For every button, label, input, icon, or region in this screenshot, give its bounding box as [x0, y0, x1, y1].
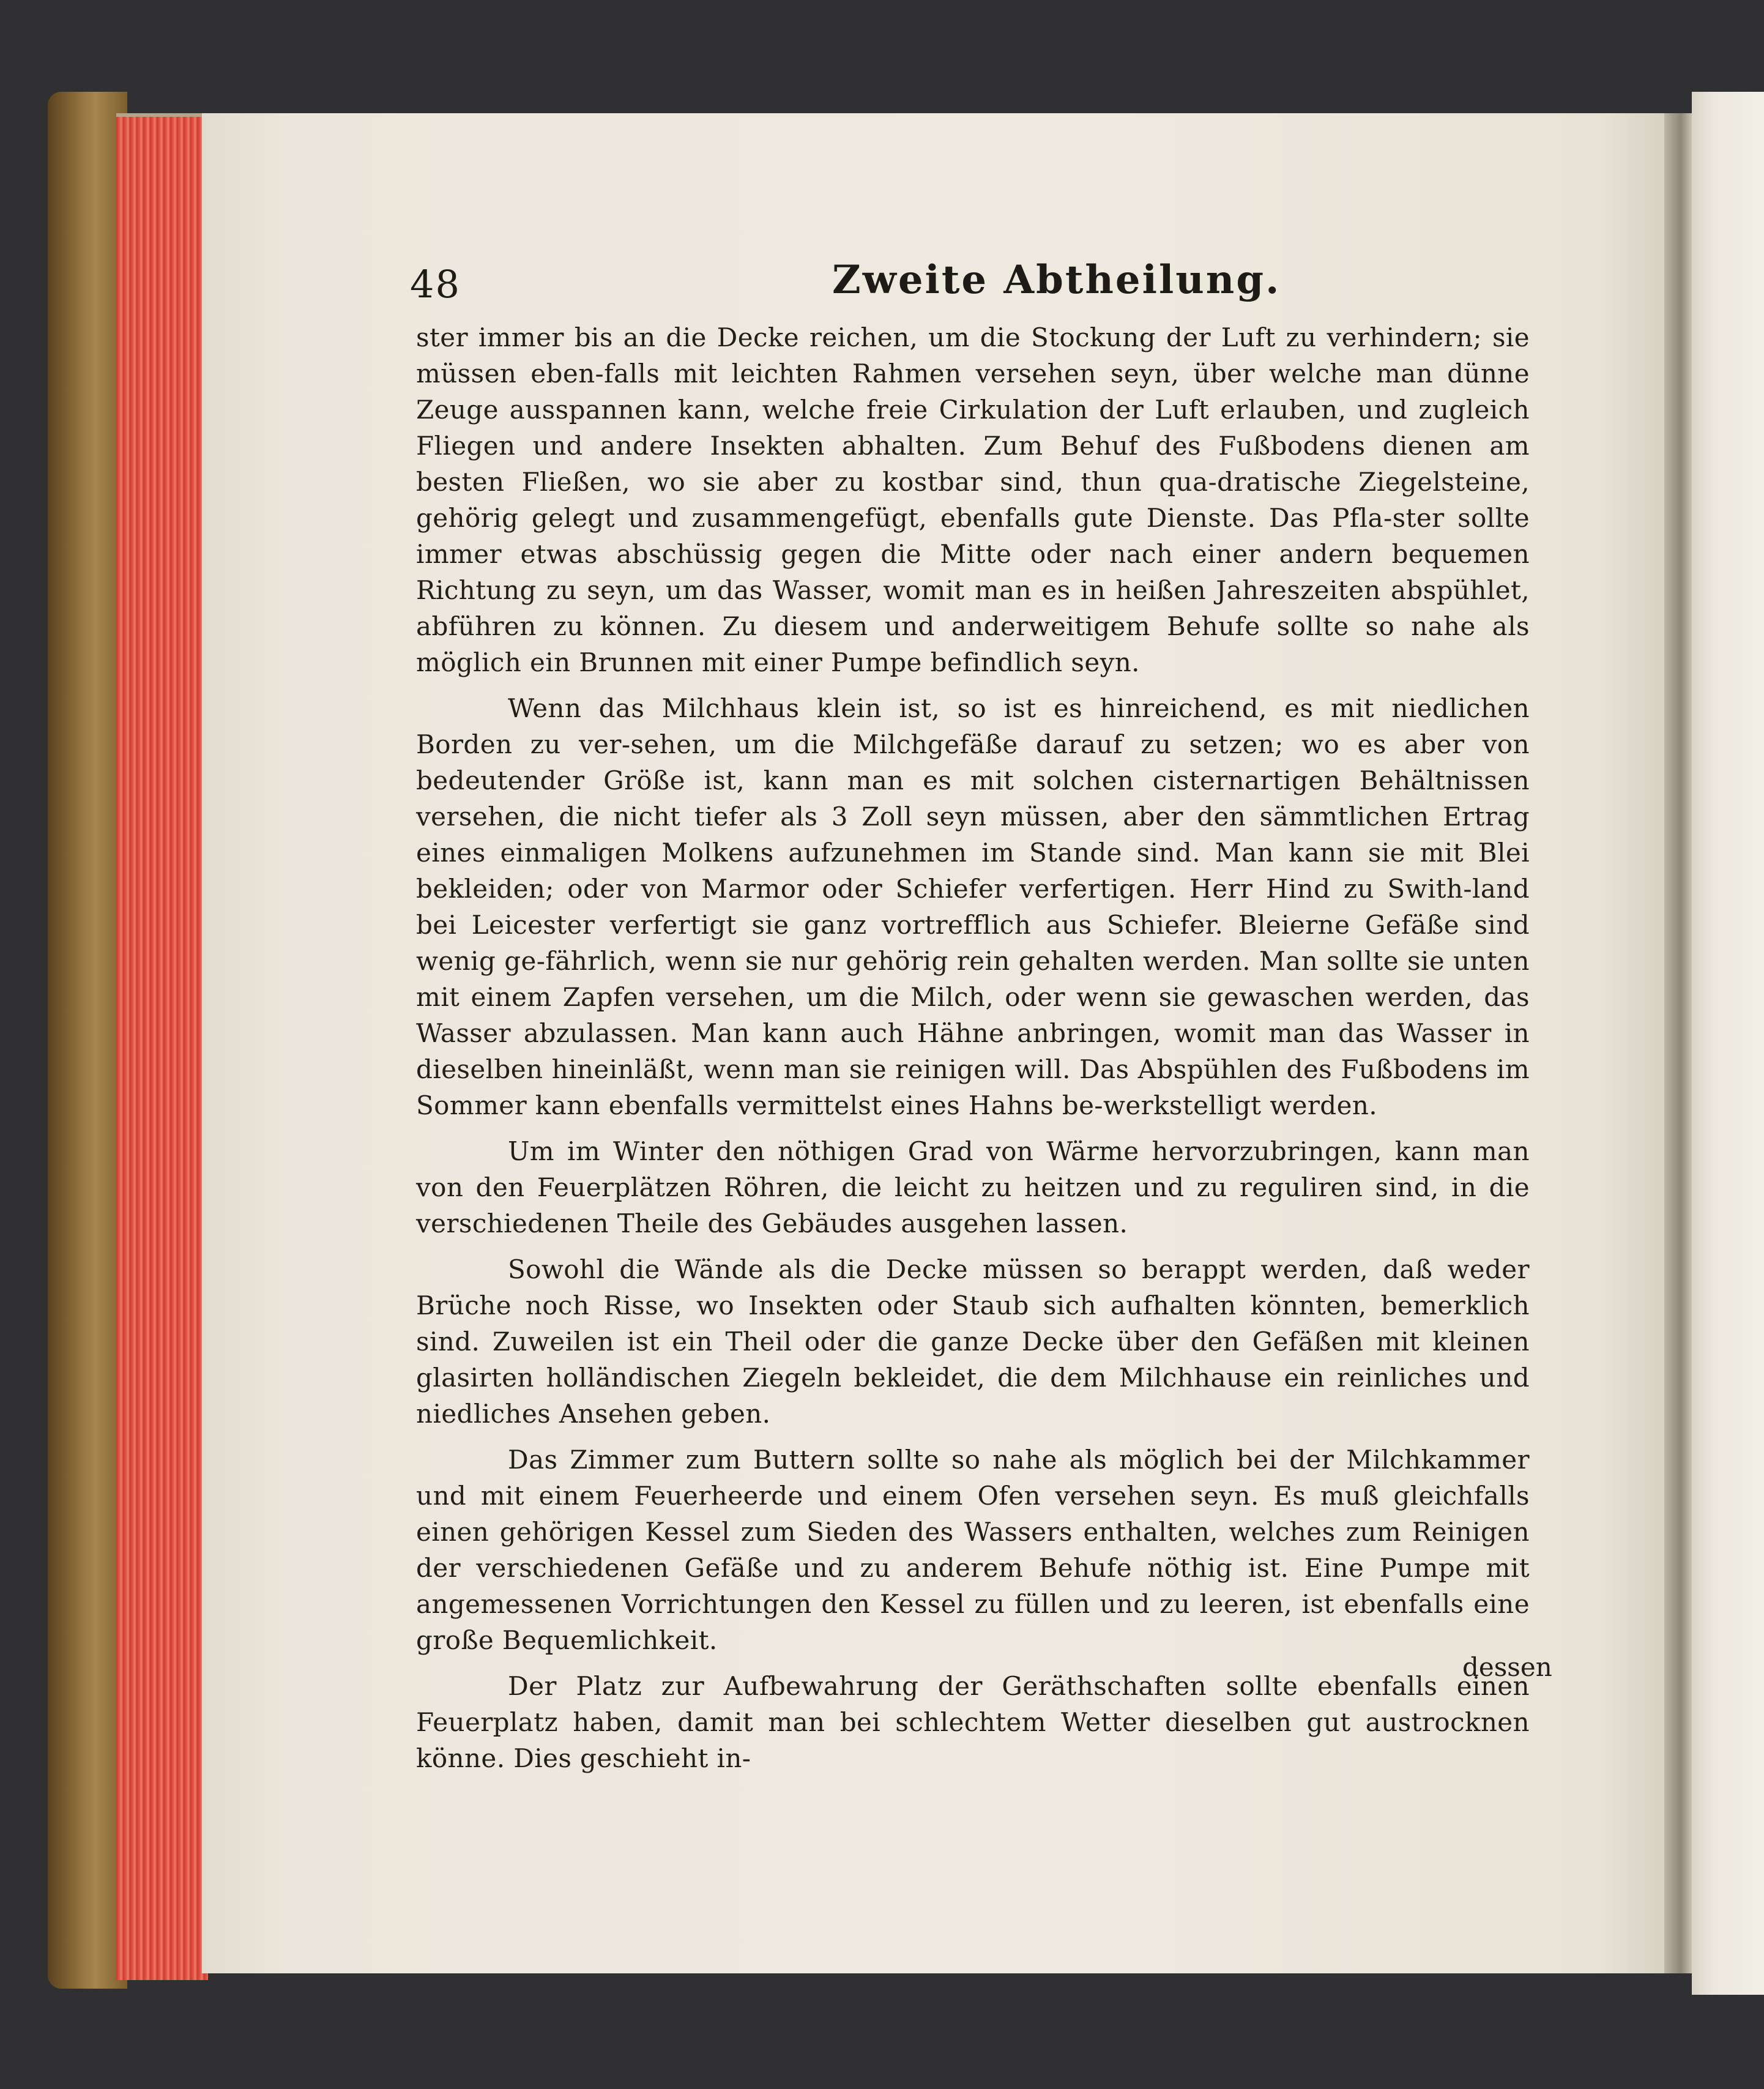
- paragraph: Das Zimmer zum Buttern sollte so nahe als möglich bei der Milchkammer und mit einem Feuerheerde und einem Ofen versehen seyn. Es muß gleichfalls einen gehörigen Kessel zum Sieden des Wassers enthalten, welches zum Reinigen der verschiedenen Gefäße und zu anderem Behufe nöthig ist. Eine Pumpe mit angemessenen Vorrichtungen den Kessel zu füllen und zu leeren, ist ebenfalls eine große Bequemlichkeit.: [416, 1445, 1530, 1655]
- catchword: dessen: [1462, 1652, 1552, 1682]
- paragraph: Um im Winter den nöthigen Grad von Wärme hervorzubringen, kann man von den Feuerplätzen Röhren, die leicht zu heitzen und zu reguliren sind, in die verschiedenen Theile des Gebäudes ausgehen lassen.: [416, 1136, 1530, 1238]
- facing-page-edge: [1692, 92, 1764, 1995]
- paragraph: ster immer bis an die Decke reichen, um die Stockung der Luft zu verhindern; sie müssen eben-falls mit leichten Rahmen versehen seyn, über welche man dünne Zeuge ausspannen kann, welche freie Cirkulation der Luft erlauben, und zugleich Fliegen und andere Insekten abhalten. Zum Behuf des Fußbodens dienen am besten Fließen, wo sie aber zu kostbar sind, thun qua-dratische Ziegelsteine, gehörig gelegt und zusammengefügt, ebenfalls gute Dienste. Das Pfla-ster sollte immer etwas abschüssig gegen die Mitte oder nach einer andern bequemen Richtung zu seyn, um das Wasser, womit man es in heißen Jahreszeiten abspühlet, abführen zu können. Zu diesem und anderweitigem Behufe sollte so nahe als möglich ein Brunnen mit einer Pumpe befindlich seyn.: [416, 322, 1530, 677]
- running-head: Zweite Abtheilung.: [832, 257, 1281, 303]
- body-text: [416, 319, 1530, 1776]
- red-page-edges: [116, 113, 208, 1980]
- paragraph: Der Platz zur Aufbewahrung der Geräthschaften sollte ebenfalls einen Feuerplatz haben, damit man bei schlechtem Wetter dieselben gut austrocknen könne. Dies geschieht in-: [416, 1671, 1530, 1773]
- page-number: 48: [410, 262, 461, 307]
- book-gutter: [1664, 113, 1692, 1973]
- paragraph: Wenn das Milchhaus klein ist, so ist es hinreichend, es mit niedlichen Borden zu ver-sehen, um die Milchgefäße darauf zu setzen; wo es aber von bedeutender Größe ist, kann man es mit solchen cisternartigen Behältnissen versehen, die nicht tiefer als 3 Zoll seyn müssen, aber den sämmtlichen Ertrag eines einmaligen Molkens aufzunehmen im Stande sind. Man kann sie mit Blei bekleiden; oder von Marmor oder Schiefer verfertigen. Herr Hind zu Swith-land bei Leicester verfertigt sie ganz vortrefflich aus Schiefer. Bleierne Gefäße sind wenig ge-fährlich, wenn sie nur gehörig rein gehalten werden. Man sollte sie unten mit einem Zapfen versehen, um die Milch, oder wenn sie gewaschen werden, das Wasser abzulassen. Man kann auch Hähne anbringen, womit man das Wasser in dieselben hineinläßt, wenn man sie reinigen will. Das Abspühlen des Fußbodens im Sommer kann ebenfalls vermittelst eines Hahns be-werkstelligt werden.: [416, 693, 1530, 1120]
- paragraph: Sowohl die Wände als die Decke müssen so berappt werden, daß weder Brüche noch Risse, wo Insekten oder Staub sich aufhalten könnten, bemerklich sind. Zuweilen ist ein Theil oder die ganze Decke über den Gefäßen mit kleinen glasirten holländischen Ziegeln bekleidet, die dem Milchhause ein reinliches und niedliches Ansehen geben.: [416, 1254, 1530, 1429]
- book-cover-spine: [48, 92, 127, 1989]
